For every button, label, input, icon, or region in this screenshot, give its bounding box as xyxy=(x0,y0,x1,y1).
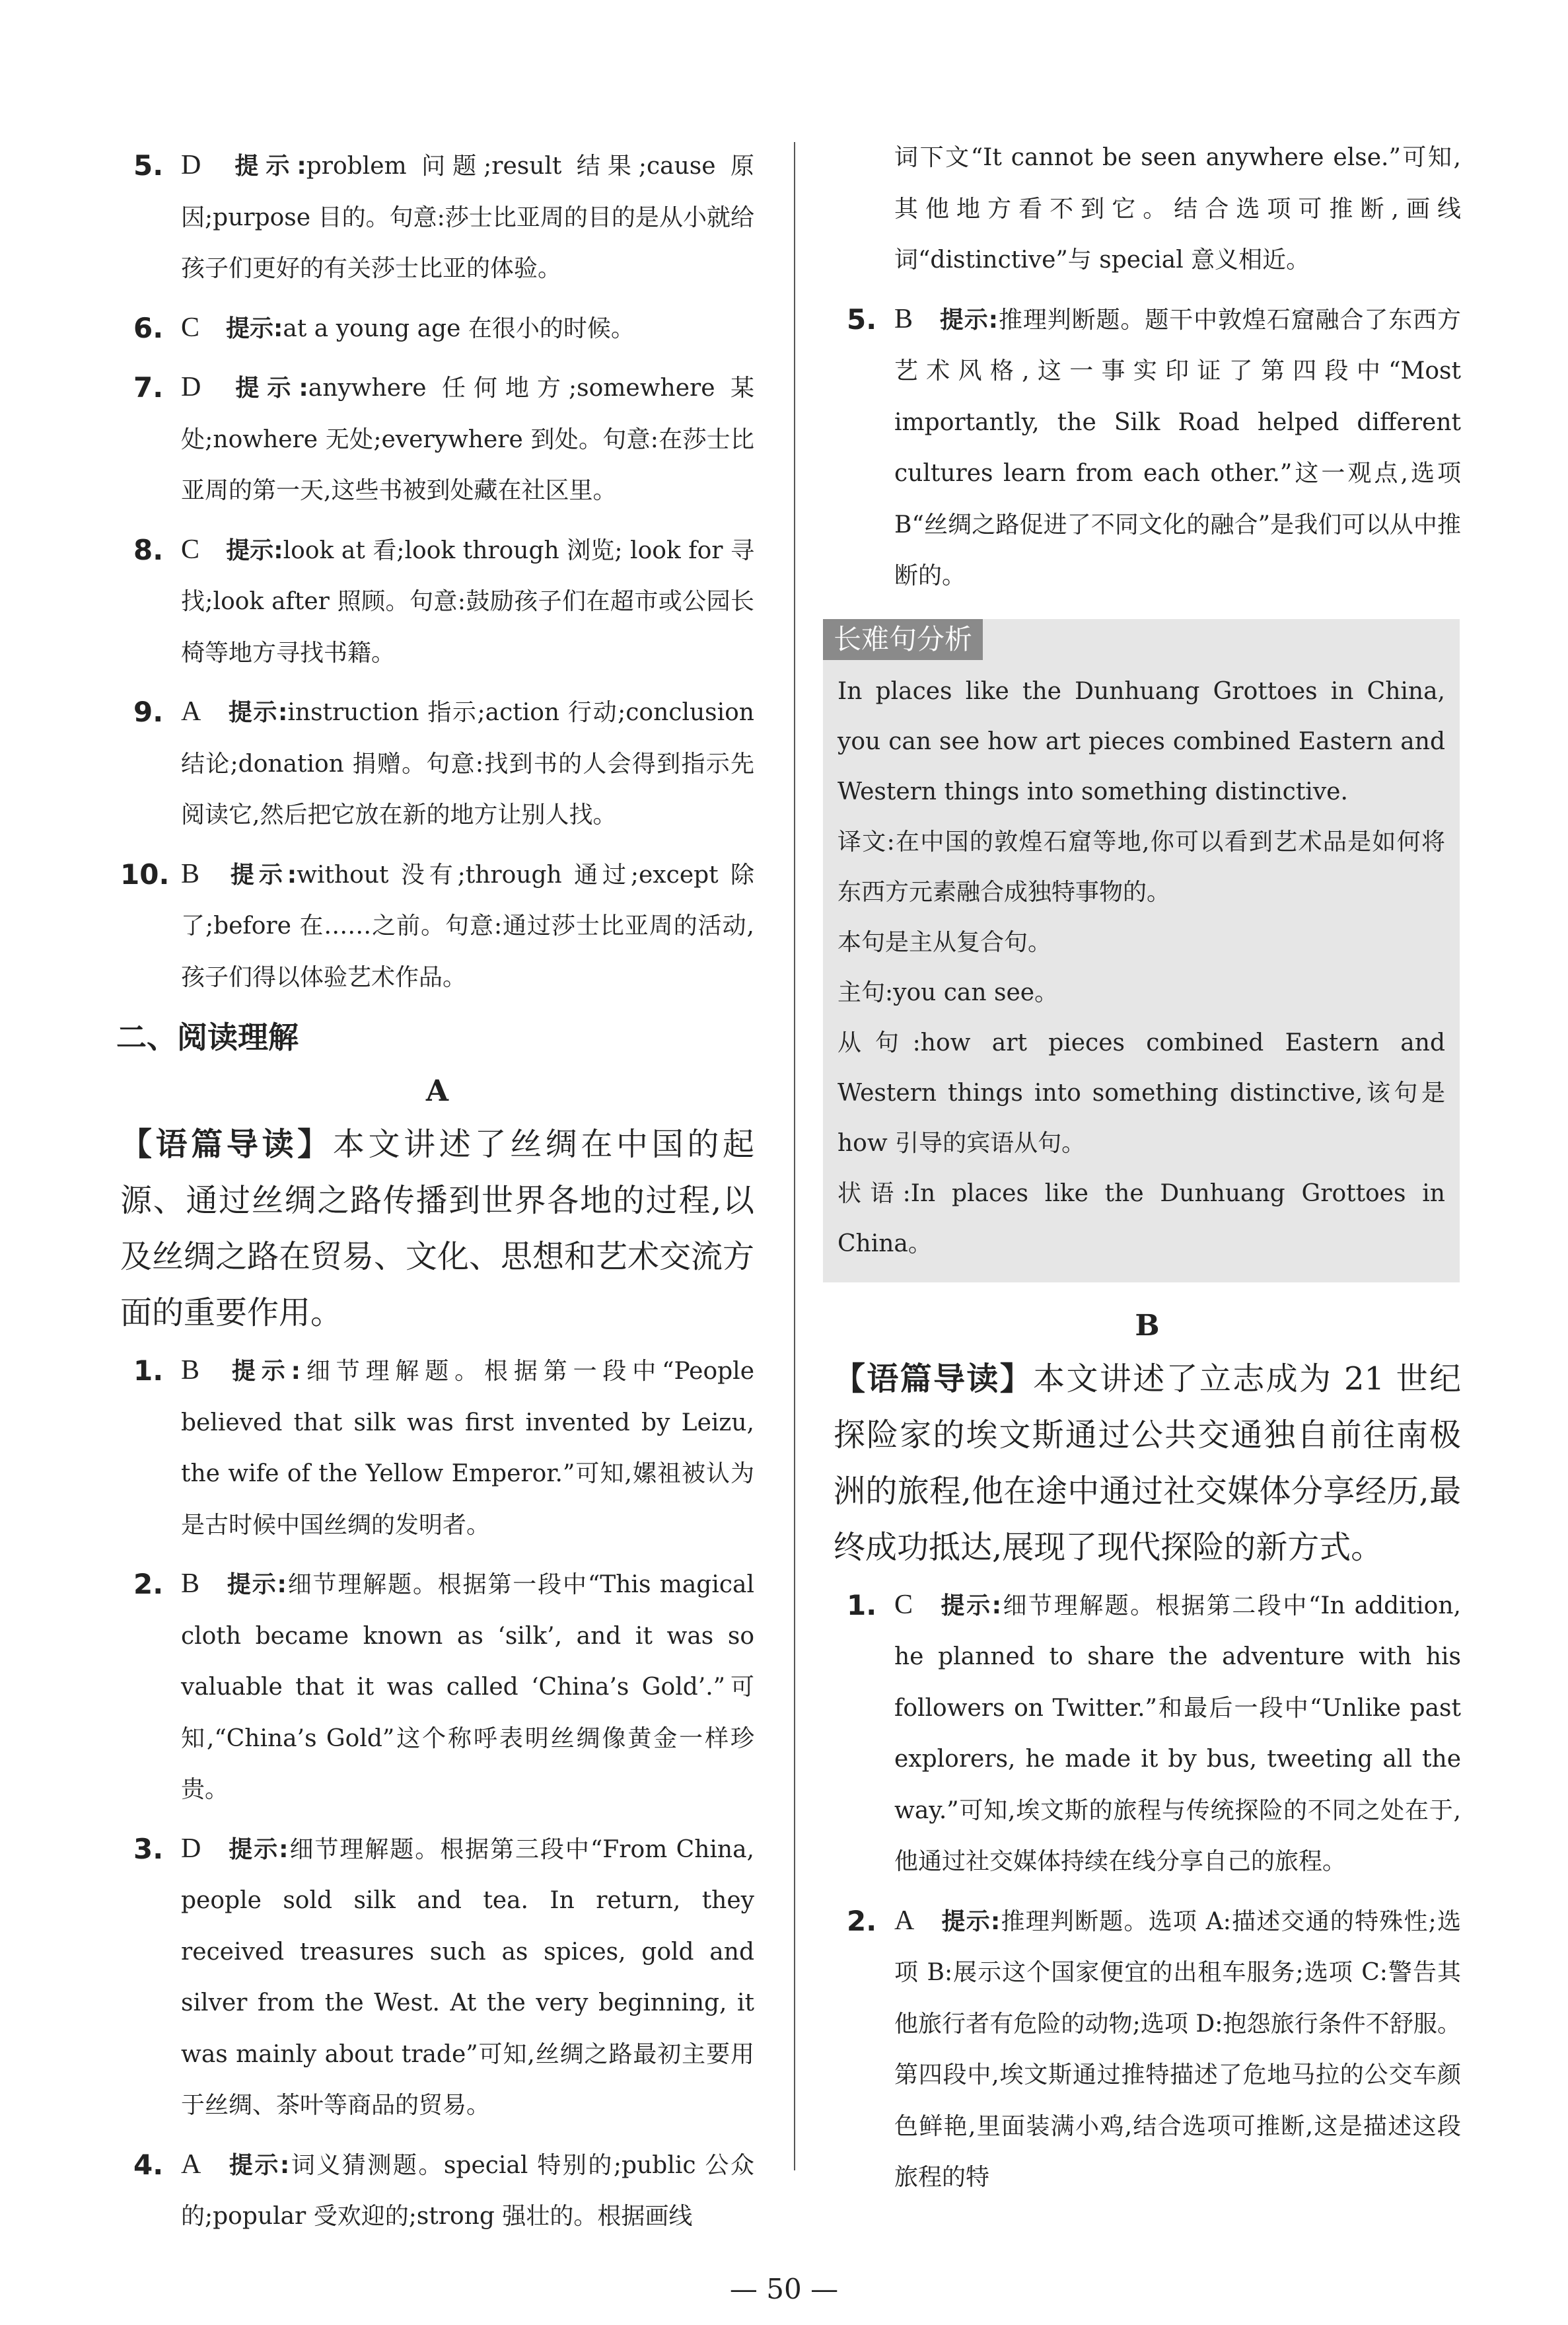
hint-label: 提示: xyxy=(227,375,308,402)
answer-item xyxy=(120,140,754,295)
hint-label: 提示: xyxy=(226,1571,287,1598)
part-a-label: A xyxy=(425,1074,449,1108)
answer-letter: C xyxy=(181,534,200,565)
hint-text: 词下文“It cannot be seen anywhere else.”可知,其他地方看不到它。结合选项可推断,画线词“distinctive”与 special 意义相近。 xyxy=(894,144,1461,274)
item-number: 9. xyxy=(133,696,164,728)
item-number: 5. xyxy=(847,303,877,336)
item-number: 4. xyxy=(133,2148,164,2181)
answer-letter: B xyxy=(181,1355,200,1385)
item-number: 7. xyxy=(133,371,164,404)
main-clause: 主句:you can see。 xyxy=(837,978,1059,1006)
right-column xyxy=(834,132,1461,2211)
answer-letter: D xyxy=(181,1833,201,1864)
item-number: 6. xyxy=(133,311,164,344)
hint-label: 提示: xyxy=(226,314,283,342)
hint-label: 提示: xyxy=(226,536,283,564)
answer-item xyxy=(120,362,754,517)
box-title: 长难句分析 xyxy=(823,619,983,660)
answer-letter: B xyxy=(894,303,913,334)
answer-item xyxy=(120,2139,754,2242)
hint-text: look at 看;look through 浏览; look for 寻找;look after 照顾。句意:鼓励孩子们在超市或公园长椅等地方寻找书籍。 xyxy=(181,536,754,667)
hint-label: 提示: xyxy=(227,1835,289,1863)
hint-text: 词义猜测题。special 特别的;public 公众的;popular 受欢迎的;strong 强壮的。根据画线 xyxy=(181,2151,754,2230)
hint-label: 提示: xyxy=(939,1592,1001,1619)
answer-letter: A xyxy=(181,2149,201,2180)
answer-item xyxy=(834,1580,1461,1888)
item-number: 2. xyxy=(133,1568,164,1600)
hint-text: 细节理解题。根据第三段中“From China, people sold silk and tea. In return, they received treasures such as spices, gold and silver from the West. At the very beginning, it was mainly about trade”可知,丝绸之路最初主要用于丝绸、茶叶等商品的贸易。 xyxy=(181,1835,754,2119)
answer-item xyxy=(120,1824,754,2131)
answer-letter: C xyxy=(894,1589,913,1620)
hint-text: at a young age 在很小的时候。 xyxy=(283,314,635,342)
answer-letter: A xyxy=(181,696,201,727)
subordinate-clause: 从句:how art pieces combined Eastern and Western things into something distinctive,该句是 how 引导的宾语从句。 xyxy=(837,1029,1445,1157)
answer-item xyxy=(120,303,754,355)
hint-label: 提示: xyxy=(941,1907,1001,1935)
hint-text: 推理判断题。选项 A:描述交通的特殊性;选项 B:展示这个国家便宜的出租车服务;选项 C:警告其他旅行者有危险的动物;选项 D:抱怨旅行条件不舒服。第四段中,埃文斯通过推特描述了危地马拉的公交车颜色鲜艳,里面装满小鸡,结合选项可推断,这是描述这段旅程的特 xyxy=(894,1907,1461,2191)
guide-tag: 【语篇导读】 xyxy=(834,1360,1034,1397)
part-b-label: B xyxy=(1135,1308,1160,1343)
hint-label: 提示: xyxy=(227,2151,290,2179)
sentence-type: 本句是主从复合句。 xyxy=(837,928,1052,956)
hint-text: 推理判断题。题干中敦煌石窟融合了东西方艺术风格,这一事实印证了第四段中“Most importantly, the Silk Road helped different cultures learn from each other.”这一观点,选项 B“丝绸之路促进了不同文化的融合”是我们可以从中推断的。 xyxy=(894,306,1461,589)
answer-item xyxy=(834,294,1461,602)
column-divider xyxy=(794,142,795,2170)
hint-text: 细节理解题。根据第二段中“In addition, he planned to share the adventure with his followers on Twitter.”和最后一段中“Unlike past explorers, he made it by bus, tweeting all the way.”可知,埃文斯的旅程与传统探险的不同之处在于,他通过社交媒体持续在线分享自己的旅程。 xyxy=(894,1592,1461,1875)
passage-guide-a xyxy=(120,1117,754,1341)
hint-text: without 没有;through 通过;except 除了;before 在……之前。句意:通过莎士比亚周的活动,孩子们得以体验艺术作品。 xyxy=(181,861,754,991)
item-number: 8. xyxy=(133,533,164,566)
item-number: 1. xyxy=(133,1354,164,1387)
passage-guide-b xyxy=(834,1351,1461,1576)
item-number: 3. xyxy=(133,1832,164,1865)
hint-label: 提示: xyxy=(939,306,999,334)
answer-item xyxy=(120,1559,754,1816)
item-number: 10. xyxy=(120,858,170,891)
page-number: — 50 — xyxy=(729,2273,839,2305)
hint-text: 细节理解题。根据第一段中“People believed that silk was first invented by Leizu, the wife of the Yellow Emperor.”可知,嫘祖被认为是古时候中国丝绸的发明者。 xyxy=(181,1358,754,1539)
answer-letter: B xyxy=(181,858,200,889)
hint-label: 提示: xyxy=(227,699,288,726)
answer-letter: C xyxy=(181,312,200,343)
answer-item xyxy=(834,1896,1461,2203)
answer-letter: A xyxy=(894,1905,915,1936)
hint-label: 提示: xyxy=(226,861,297,889)
section-title: 二、阅读理解 xyxy=(116,1019,299,1055)
adverbial: 状语:In places like the Dunhuang Grottoes in China。 xyxy=(837,1179,1445,1257)
long-sentence: In places like the Dunhuang Grottoes in China, you can see how art pieces combined Eastern and Western things into something distinctive. xyxy=(837,677,1445,805)
guide-text: 本文讲述了立志成为 21 世纪探险家的埃文斯通过公共交通独自前往南极洲的旅程,他在途中通过社交媒体分享经历,最终成功抵达,展现了现代探险的新方式。 xyxy=(834,1360,1461,1566)
answer-item xyxy=(120,849,754,1004)
hint-label: 提示: xyxy=(226,1358,301,1385)
answer-letter: D xyxy=(181,150,201,180)
hint-text: instruction 指示;action 行动;conclusion 结论;donation 捐赠。句意:找到书的人会得到指示先阅读它,然后把它放在新的地方让别人找。 xyxy=(181,699,754,829)
hint-text: problem 问题;result 结果;cause 原因;purpose 目的。句意:莎士比亚周的目的是从小就给孩子们更好的有关莎士比亚的体验。 xyxy=(181,153,754,282)
left-column xyxy=(116,140,755,2250)
hint-label: 提示: xyxy=(227,153,306,180)
answer-letter: B xyxy=(181,1568,200,1599)
answer-item xyxy=(120,525,754,679)
item-number: 1. xyxy=(847,1588,877,1621)
answer-continuation xyxy=(834,132,1461,286)
item-number: 5. xyxy=(133,149,164,182)
answer-item xyxy=(120,686,754,841)
item-number: 2. xyxy=(847,1904,877,1937)
answer-letter: D xyxy=(181,372,201,402)
guide-tag: 【语篇导读】 xyxy=(120,1126,333,1163)
hint-text: anywhere 任何地方;somewhere 某处;nowhere 无处;everywhere 到处。句意:在莎士比亚周的第一天,这些书被到处藏在社区里。 xyxy=(181,375,754,504)
answer-item xyxy=(120,1345,754,1551)
translation: 译文:在中国的敦煌石窟等地,你可以看到艺术品是如何将东西方元素融合成独特事物的。 xyxy=(837,828,1445,906)
guide-text: 本文讲述了丝绸在中国的起源、通过丝绸之路传播到世界各地的过程,以及丝绸之路在贸易、文化、思想和艺术交流方面的重要作用。 xyxy=(120,1126,755,1331)
hint-text: 细节理解题。根据第一段中“This magical cloth became known as ‘silk’, and it was so valuable that it was called ‘China’s Gold’.”可知,“China’s Gold”这个称呼表明丝绸像黄金一样珍贵。 xyxy=(181,1571,754,1803)
sentence-analysis-box xyxy=(823,619,1460,1282)
